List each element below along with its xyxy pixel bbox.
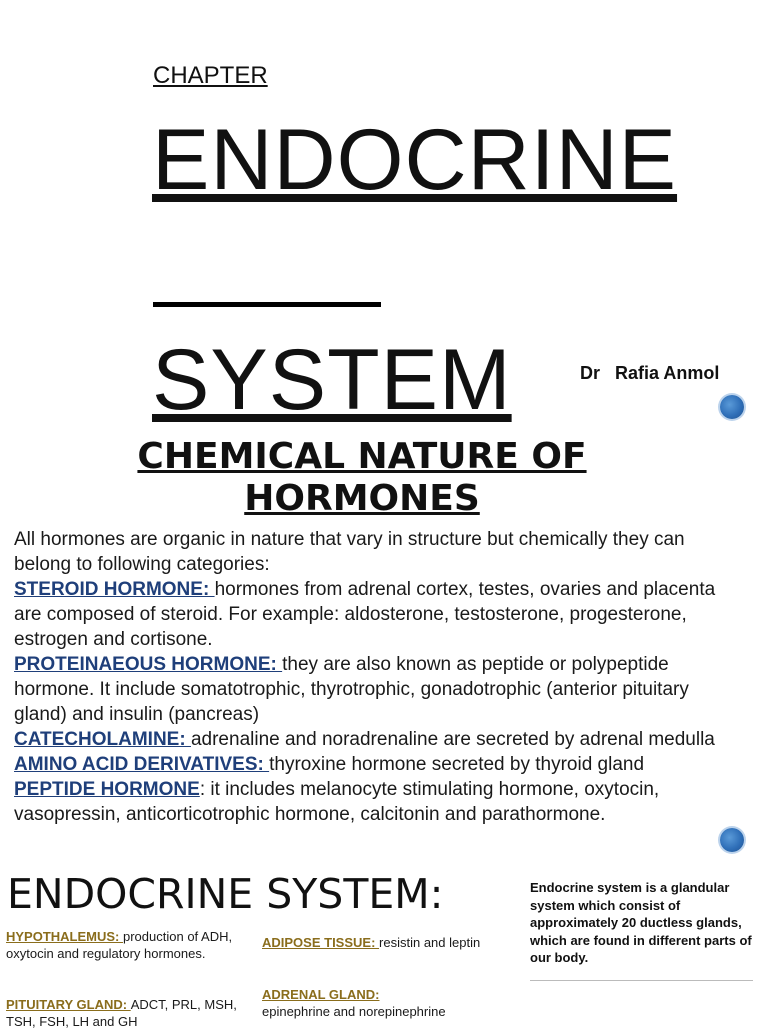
- endocrine-note: Endocrine system is a glandular system which consist of approximately 20 ductless glands, which are found in different parts of our body.: [530, 880, 752, 965]
- category-term: PROTEINAEOUS HORMONE:: [14, 654, 283, 675]
- category-term: CATECHOLAMINE:: [14, 729, 191, 750]
- gland-term: HYPOTHALEMUS:: [6, 929, 123, 944]
- category-text: thyroxine hormone secreted by thyroid gland: [269, 754, 645, 775]
- title-endocrine: ENDOCRINE: [152, 112, 678, 208]
- gland-hypothalamus: [6, 928, 238, 962]
- category-steroid: [14, 577, 744, 652]
- gland-text: resistin and leptin: [379, 935, 481, 950]
- gland-adipose: [262, 934, 482, 951]
- blue-bullet-icon: [720, 395, 744, 419]
- hormone-categories: [14, 527, 744, 827]
- category-text: hormones from adrenal cortex, testes, ovaries and placenta are composed of steroid. For example: aldosterone, testosterone, progesterone, estrogen and cortisone.: [14, 579, 716, 650]
- category-text: they are also known as peptide or polypeptide hormone. It include somatotrophic, thyrotrophic, gonadotrophic (anterior pituitary gland) and insulin (pancreas): [14, 654, 689, 725]
- category-peptide: [14, 777, 744, 827]
- title-underline-bar: [153, 302, 381, 307]
- category-term: PEPTIDE HORMONE: [14, 779, 200, 800]
- gland-adrenal: [262, 986, 492, 1020]
- category-text: : it includes melanocyte stimulating hormone, oxytocin, vasopressin, anticorticotrophic hormone, calcitonin and parathormone.: [14, 779, 660, 825]
- gland-text: production of ADH, oxytocin and regulatory hormones.: [6, 929, 233, 961]
- endocrine-system-title: ENDOCRINE SYSTEM:: [7, 870, 444, 918]
- gland-term: ADRENAL GLAND:: [262, 987, 380, 1002]
- gland-text: ADCT, PRL, MSH, TSH, FSH, LH and GH: [6, 997, 237, 1029]
- title-system: SYSTEM: [152, 332, 512, 428]
- category-term: AMINO ACID DERIVATIVES:: [14, 754, 270, 775]
- blue-bullet-icon: [720, 828, 744, 852]
- category-amino-acid: [14, 752, 744, 777]
- gland-term: PITUITARY GLAND:: [6, 997, 131, 1012]
- category-proteinaeous: [14, 652, 744, 727]
- category-term: STEROID HORMONE:: [14, 579, 215, 600]
- note-divider: [530, 980, 753, 981]
- gland-text: epinephrine and norepinephrine: [262, 1004, 446, 1019]
- gland-pituitary: [6, 996, 246, 1030]
- category-catecholamine: [14, 727, 744, 752]
- gland-term: ADIPOSE TISSUE:: [262, 935, 380, 950]
- category-text: adrenaline and noradrenaline are secreted by adrenal medulla: [190, 729, 715, 750]
- author-name: Dr Rafia Anmol: [580, 363, 720, 383]
- section-heading: CHEMICAL NATURE OF HORMONES: [137, 436, 587, 519]
- intro-paragraph: All hormones are organic in nature that vary in structure but chemically they can belong to following categories:: [14, 529, 685, 575]
- chapter-label: CHAPTER: [153, 62, 268, 89]
